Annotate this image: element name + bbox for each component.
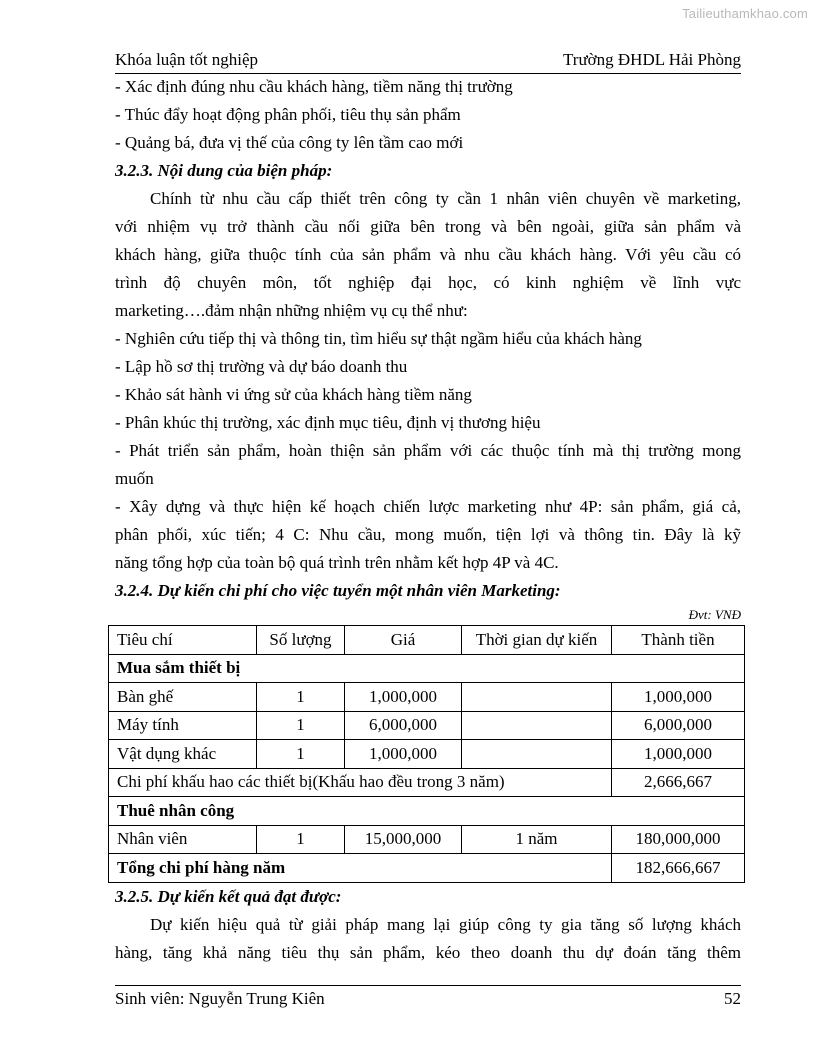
task-bullet: - Nghiên cứu tiếp thị và thông tin, tìm hiểu sự thật ngầm hiểu của khách hàng	[115, 329, 642, 348]
cell-total: 1,000,000	[612, 740, 745, 769]
footer-student-name: Sinh viên: Nguyễn Trung Kiên	[115, 989, 325, 1008]
page-body	[115, 73, 741, 967]
intro-bullet: - Thúc đẩy hoạt động phân phối, tiêu thụ sản phẩm	[115, 105, 461, 124]
cell-total: 6,000,000	[612, 711, 745, 740]
paragraph-line: Chính từ nhu cầu cấp thiết trên công ty cần 1 nhân viên chuyên về marketing,	[150, 189, 741, 208]
cell-depreciation-label: Chi phí khấu hao các thiết bị(Khấu hao đều trong 3 năm)	[109, 768, 612, 797]
table-row	[109, 740, 745, 769]
column-header: Thời gian dự kiến	[462, 626, 612, 655]
table-group-row	[109, 654, 745, 683]
paragraph-line: với nhiệm vụ trở thành cầu nối giữa bên trong và bên ngoài, giữa sản phẩm và	[115, 217, 741, 236]
task-bullet: - Xây dựng và thực hiện kế hoạch chiến lược marketing như 4P: sản phẩm, giá cả,	[115, 497, 741, 516]
paragraph-line: Dự kiến hiệu quả từ giải pháp mang lại giúp công ty gia tăng số lượng khách	[150, 914, 741, 934]
cell-qty: 1	[257, 683, 345, 712]
task-bullet: - Lập hồ sơ thị trường và dự báo doanh thu	[115, 357, 408, 376]
table-group-row	[109, 797, 745, 826]
group-label-equipment: Mua sắm thiết bị	[109, 654, 745, 683]
page-footer	[115, 988, 741, 1010]
column-header: Số lượng	[257, 626, 345, 655]
task-bullet-continued: muốn	[115, 469, 154, 488]
group-label-labor: Thuê nhân công	[109, 797, 745, 826]
intro-bullet: - Quảng bá, đưa vị thế của công ty lên tầm cao mới	[115, 133, 464, 152]
table-row-annual-total	[109, 854, 745, 883]
cell-time	[462, 683, 612, 712]
cell-annual-total-label: Tổng chi phí hàng năm	[109, 854, 612, 883]
cell-price: 15,000,000	[345, 825, 462, 854]
table-row	[109, 825, 745, 854]
cell-qty: 1	[257, 825, 345, 854]
cell-total: 1,000,000	[612, 683, 745, 712]
table-header-row	[109, 626, 745, 655]
cell-price: 1,000,000	[345, 740, 462, 769]
header-university: Trường ĐHDL Hải Phòng	[563, 50, 741, 69]
section-heading-3-2-3: 3.2.3. Nội dung của biện pháp:	[115, 161, 333, 180]
cell-item: Vật dụng khác	[109, 740, 257, 769]
cell-time: 1 năm	[462, 825, 612, 854]
task-bullet-continued: phân phối, xúc tiến; 4 C: Nhu cầu, mong muốn, tiện lợi và thông tin. Đây là kỹ	[115, 525, 741, 544]
header-thesis-title: Khóa luận tốt nghiệp	[115, 50, 259, 69]
paragraph-line: marketing….đảm nhận những nhiệm vụ cụ thể như:	[115, 301, 468, 320]
cell-item: Bàn ghế	[109, 683, 257, 712]
cell-price: 6,000,000	[345, 711, 462, 740]
cell-qty: 1	[257, 740, 345, 769]
cell-qty: 1	[257, 711, 345, 740]
column-header: Giá	[345, 626, 462, 655]
task-bullet-continued: năng tổng hợp của toàn bộ quá trình trên nhằm kết hợp 4P và 4C.	[115, 553, 559, 572]
cell-time	[462, 711, 612, 740]
cell-total: 2,666,667	[612, 768, 745, 797]
section-heading-3-2-5: 3.2.5. Dự kiến kết quả đạt được:	[115, 886, 342, 906]
table-row	[109, 683, 745, 712]
page-header	[115, 50, 741, 70]
currency-unit-note: Đvt: VNĐ	[688, 607, 741, 622]
table-row-depreciation	[109, 768, 745, 797]
footer-divider	[115, 985, 741, 986]
column-header: Thành tiền	[612, 626, 745, 655]
cell-total: 180,000,000	[612, 825, 745, 854]
section-heading-3-2-4: 3.2.4. Dự kiến chi phí cho việc tuyển một nhân viên Marketing:	[115, 581, 561, 600]
column-header: Tiêu chí	[109, 626, 257, 655]
cell-annual-total: 182,666,667	[612, 854, 745, 883]
cell-time	[462, 740, 612, 769]
cell-item: Máy tính	[109, 711, 257, 740]
paragraph-line: khách hàng, giữa thuộc tính của sản phẩm và nhu cầu khách hàng. Với yêu cầu có	[115, 245, 741, 264]
paragraph-line: trình độ chuyên môn, tốt nghiệp đại học, có kinh nghiệm về lĩnh vực	[115, 273, 741, 292]
cell-item: Nhân viên	[109, 825, 257, 854]
table-row	[109, 711, 745, 740]
cell-price: 1,000,000	[345, 683, 462, 712]
task-bullet: - Khảo sát hành vi ứng sử của khách hàng tiềm năng	[115, 385, 472, 404]
intro-bullet: - Xác định đúng nhu cầu khách hàng, tiềm năng thị trường	[115, 77, 513, 96]
watermark: Tailieuthamkhao.com	[682, 6, 808, 21]
page-number: 52	[724, 989, 741, 1008]
paragraph-line: hàng, tăng khả năng tiêu thụ sản phẩm, kéo theo doanh thu dự đoán tăng thêm	[115, 942, 741, 962]
task-bullet: - Phân khúc thị trường, xác định mục tiêu, định vị thương hiệu	[115, 413, 541, 432]
task-bullet: - Phát triển sản phẩm, hoàn thiện sản phẩm với các thuộc tính mà thị trường mong	[115, 441, 741, 460]
cost-table	[108, 625, 745, 883]
